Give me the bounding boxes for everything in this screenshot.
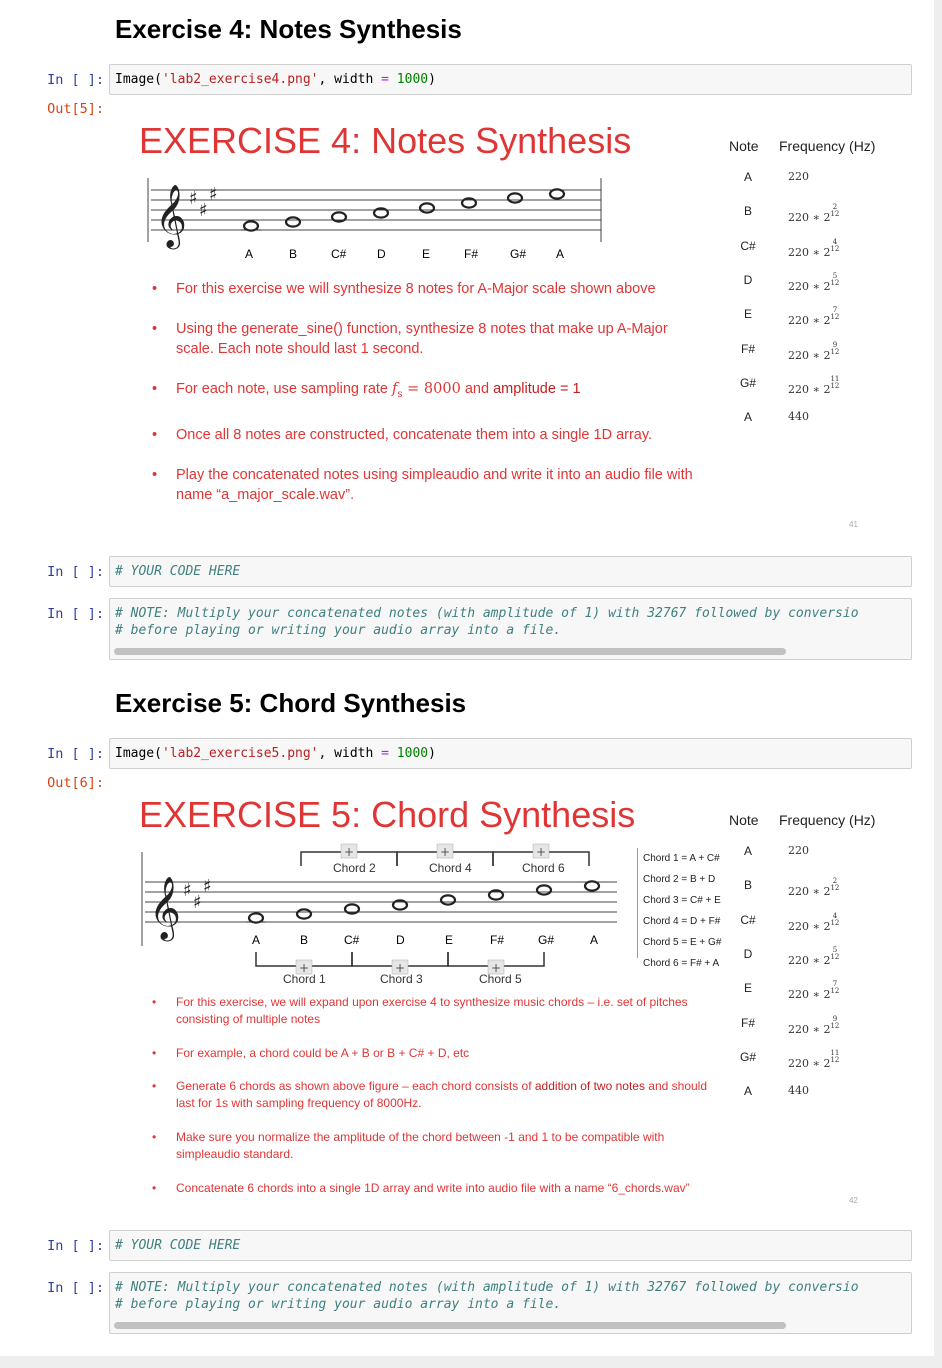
exponent-denominator: 12 [830,210,840,219]
exponent-denominator: 12 [830,884,840,893]
frequency-exponent [830,376,839,390]
note-label: C# [344,933,360,947]
sharp-icon: ♯ [199,200,208,221]
exponent-numerator: 5 [832,271,838,280]
exponent-numerator: 2 [832,877,838,886]
code-cell-note-ex4[interactable] [109,598,912,660]
bullet-item [149,379,709,405]
chord-definition: Chord 4 = D + F# [643,916,721,927]
out-prompt: Out[5]: [47,101,104,117]
note-label: G# [538,933,555,947]
code-arg: , width [318,72,382,87]
note-label: E [422,247,431,261]
chord-definition: Chord 3 = C# + E [643,895,721,906]
table-frequency-cell [788,376,839,396]
exponent-denominator: 12 [830,244,840,253]
code-comment-line: # before playing or writing your audio array into a file. [115,1297,562,1312]
frequency-exponent [830,947,839,961]
note-label: G# [510,247,527,261]
sharp-icon: ♯ [189,188,198,209]
chord-label: Chord 6 [522,861,565,875]
exponent-denominator: 12 [830,918,840,927]
slide-exercise4 [109,112,912,542]
table-header-frequency: Frequency (Hz) [779,812,876,828]
slide-page-number: 42 [849,1196,858,1205]
plus-icon: + [343,845,355,859]
note-label: A [252,933,261,947]
table-frequency-cell [788,981,839,1001]
code-close: ) [428,72,436,87]
frequency-base: 220 [788,844,809,857]
frequency-base: 440 [788,1084,809,1098]
exponent-numerator: 4 [832,911,838,920]
code-cell-note-ex5[interactable] [109,1272,912,1334]
slide-page-number: 41 [849,520,858,529]
exponent-numerator: 7 [832,306,838,315]
table-note-cell: A [743,844,752,858]
table-note-cell: F# [740,1015,755,1030]
table-note-cell: B [743,204,752,219]
table-frequency-cell [788,410,809,423]
code-number: 1000 [396,746,429,761]
bullet-item [149,1078,709,1112]
table-frequency-cell [788,307,839,327]
table-frequency-cell [788,1016,839,1036]
frequency-table [729,138,909,425]
table-frequency-cell [788,239,839,259]
bullet-text: amplitude = 1 [493,381,581,397]
exponent-denominator: 12 [830,313,840,322]
bullet-item: • For this exercise we will synthesize 8 notes for A-Major scale shown above [149,279,709,299]
exponent-numerator: 5 [832,945,838,954]
table-header-note: Note [729,138,759,154]
sharp-icon: ♯ [193,892,202,913]
code-operator: = [381,746,389,761]
code-number: 1000 [396,72,429,87]
table-frequency-cell [788,947,839,967]
bullet-item: • Play the concatenated notes using simpleaudio and write it into an audio file with name “a_major_scale.wav”. [149,465,709,505]
table-frequency-cell [788,844,809,857]
table-note-cell: G# [739,1049,756,1064]
frequency-base: 220 ∗ 2 [788,919,831,933]
plus-icon: + [394,961,406,975]
in-prompt: In [ ]: [47,746,104,762]
slide-title: EXERCISE 5: Chord Synthesis [139,794,636,835]
table-note-cell: E [743,307,752,322]
horizontal-scrollbar[interactable] [114,1322,786,1329]
chord-label: Chord 5 [479,972,522,986]
chord-definition: Chord 6 = F# + A [643,958,720,969]
exercise5-heading: Exercise 5: Chord Synthesis [115,688,467,718]
slide-bullets [149,994,709,1197]
note-label: B [300,933,309,947]
code-cell-image-ex5[interactable] [109,738,912,769]
table-header-frequency: Frequency (Hz) [779,138,876,154]
exponent-numerator: 11 [830,374,840,383]
exponent-denominator: 12 [830,987,840,996]
note-label: B [289,247,298,261]
code-comment: # YOUR CODE HERE [115,564,241,579]
code-comment-line: # NOTE: Multiply your concatenated notes (with amplitude of 1) with 32767 followed by conversio [115,1280,859,1295]
divider [637,848,638,958]
bullet-text: and should last for 1s with sampling frequency of 8000Hz. [176,1079,708,1110]
code-func: Image( [115,746,162,761]
frequency-exponent [830,1016,839,1030]
code-func: Image( [115,72,162,87]
frequency-base: 220 ∗ 2 [788,348,831,362]
exponent-numerator: 7 [832,980,838,989]
math-fs: f [392,381,398,397]
table-note-cell: D [743,946,753,961]
chord-label: Chord 3 [380,972,423,986]
table-frequency-cell [788,1050,839,1070]
table-frequency-cell [788,878,839,898]
table-frequency-cell [788,170,809,183]
code-string: 'lab2_exercise4.png' [161,72,319,87]
chord-definition: Chord 1 = A + C# [643,853,720,864]
sharp-icon: ♯ [203,876,212,897]
chord-label: Chord 2 [333,861,376,875]
note-label: F# [464,247,479,261]
frequency-exponent [830,981,839,995]
chord-label: Chord 4 [429,861,472,875]
table-note-cell: D [743,272,753,287]
table-note-cell: E [743,981,752,996]
sharp-icon: ♯ [209,184,218,205]
table-note-cell: G# [739,375,756,390]
treble-clef-icon: 𝄞 [149,876,181,939]
frequency-base: 220 ∗ 2 [788,1022,831,1036]
note-label: C# [331,247,347,261]
code-comment-line: # before playing or writing your audio array into a file. [115,623,562,638]
frequency-base: 440 [788,410,809,424]
note-label: D [377,247,386,261]
frequency-base: 220 ∗ 2 [788,314,831,328]
table-note-cell: A [743,410,752,425]
frequency-base: 220 ∗ 2 [788,279,831,293]
note-label: A [245,247,254,261]
in-prompt: In [ ]: [47,606,104,622]
exponent-denominator: 12 [830,278,840,287]
chord-definition: Chord 5 = E + G# [643,937,722,948]
table-note-cell: B [743,878,752,893]
plus-icon: + [490,961,502,975]
in-prompt: In [ ]: [47,72,104,88]
code-comment-line: # NOTE: Multiply your concatenated notes (with amplitude of 1) with 32767 followed by conversio [115,606,859,621]
note-label: A [556,247,565,261]
plus-icon: + [298,961,310,975]
table-frequency-cell [788,342,839,362]
math-value: = 8000 [402,381,461,397]
table-note-cell: A [743,1084,752,1099]
frequency-base: 220 ∗ 2 [788,988,831,1002]
frequency-exponent [830,913,839,927]
frequency-exponent [830,342,839,356]
table-note-cell: C# [740,238,756,253]
table-frequency-cell [788,913,839,933]
code-comment: # YOUR CODE HERE [115,1238,241,1253]
frequency-base: 220 ∗ 2 [788,885,831,899]
frequency-exponent [830,204,839,218]
slide-bullets [149,279,709,505]
note-label: E [445,933,454,947]
bullet-item: • For this exercise, we will expand upon exercise 4 to synthesize music chords – i.e. set of pitches consisting of multiple notes [149,994,709,1028]
table-frequency-cell [788,204,839,224]
frequency-exponent [830,273,839,287]
code-cell-image-ex4[interactable] [109,64,912,95]
chord-definitions [643,848,721,974]
exponent-numerator: 9 [832,1014,838,1023]
note-label: F# [490,933,505,947]
chord-definition: Chord 2 = B + D [643,874,716,885]
exponent-denominator: 12 [830,952,840,961]
out-prompt: Out[6]: [47,775,104,791]
frequency-exponent [830,239,839,253]
in-prompt: In [ ]: [47,1280,104,1296]
code-cell-your-code-ex5[interactable] [109,1230,912,1261]
horizontal-scrollbar[interactable] [114,648,786,655]
bullet-item: • Make sure you normalize the amplitude of the chord between -1 and 1 to be compatible with simpleaudio standard. [149,1129,709,1163]
bullet-item: • For example, a chord could be A + B or B + C# + D, etc [149,1045,709,1062]
bullet-item: • Once all 8 notes are constructed, concatenate them into a single 1D array. [149,425,709,445]
plus-icon: + [535,845,547,859]
table-note-cell: C# [740,912,756,927]
table-header-note: Note [729,812,759,828]
exponent-numerator: 4 [832,237,838,246]
sharp-icon: ♯ [183,880,192,901]
code-arg: , width [318,746,382,761]
frequency-base: 220 ∗ 2 [788,211,831,225]
in-prompt: In [ ]: [47,1238,104,1254]
slide-exercise5 [109,786,912,1216]
exponent-numerator: 9 [832,340,838,349]
bullet-item: • Using the generate_sine() function, synthesize 8 notes that make up A-Major scale. Each note should last 1 second. [149,319,709,359]
bullet-text: For each note, use sampling rate [176,381,393,397]
frequency-base: 220 ∗ 2 [788,382,831,396]
code-operator: = [381,72,389,87]
exponent-numerator: 2 [832,203,838,212]
frequency-base: 220 ∗ 2 [788,953,831,967]
in-prompt: In [ ]: [47,564,104,580]
exponent-numerator: 11 [830,1048,840,1057]
chord-label: Chord 1 [283,972,326,986]
exponent-denominator: 12 [830,1021,840,1030]
treble-clef-icon: 𝄞 [155,184,187,247]
code-string: 'lab2_exercise5.png' [161,746,319,761]
frequency-base: 220 ∗ 2 [788,245,831,259]
slide-title: EXERCISE 4: Notes Synthesis [139,120,632,161]
note-labels [245,247,565,263]
exponent-denominator: 12 [830,1055,840,1064]
exponent-denominator: 12 [830,347,840,356]
frequency-table [729,812,909,1099]
math-sub: s [397,388,403,400]
bullet-text: Generate 6 chords as shown above figure – each chord consists of [176,1079,535,1093]
note-label: A [590,933,599,947]
frequency-exponent [830,1050,839,1064]
exponent-denominator: 12 [830,381,840,390]
exercise4-heading: Exercise 4: Notes Synthesis [115,14,462,44]
table-note-cell: A [743,170,752,184]
frequency-exponent [830,878,839,892]
note-label: D [396,933,405,947]
note-labels [252,933,612,949]
table-frequency-cell [788,1084,809,1097]
frequency-base: 220 [788,170,809,183]
table-frequency-cell [788,273,839,293]
code-close: ) [428,746,436,761]
code-cell-your-code-ex4[interactable] [109,556,912,587]
plus-icon: + [439,845,451,859]
frequency-exponent [830,307,839,321]
bullet-item: • Concatenate 6 chords into a single 1D array and write into audio file with a name “6_chords.wav” [149,1180,709,1197]
bullet-text: and [460,381,494,397]
table-note-cell: F# [740,341,755,356]
bullet-text: addition of two notes [534,1079,645,1093]
frequency-base: 220 ∗ 2 [788,1056,831,1070]
